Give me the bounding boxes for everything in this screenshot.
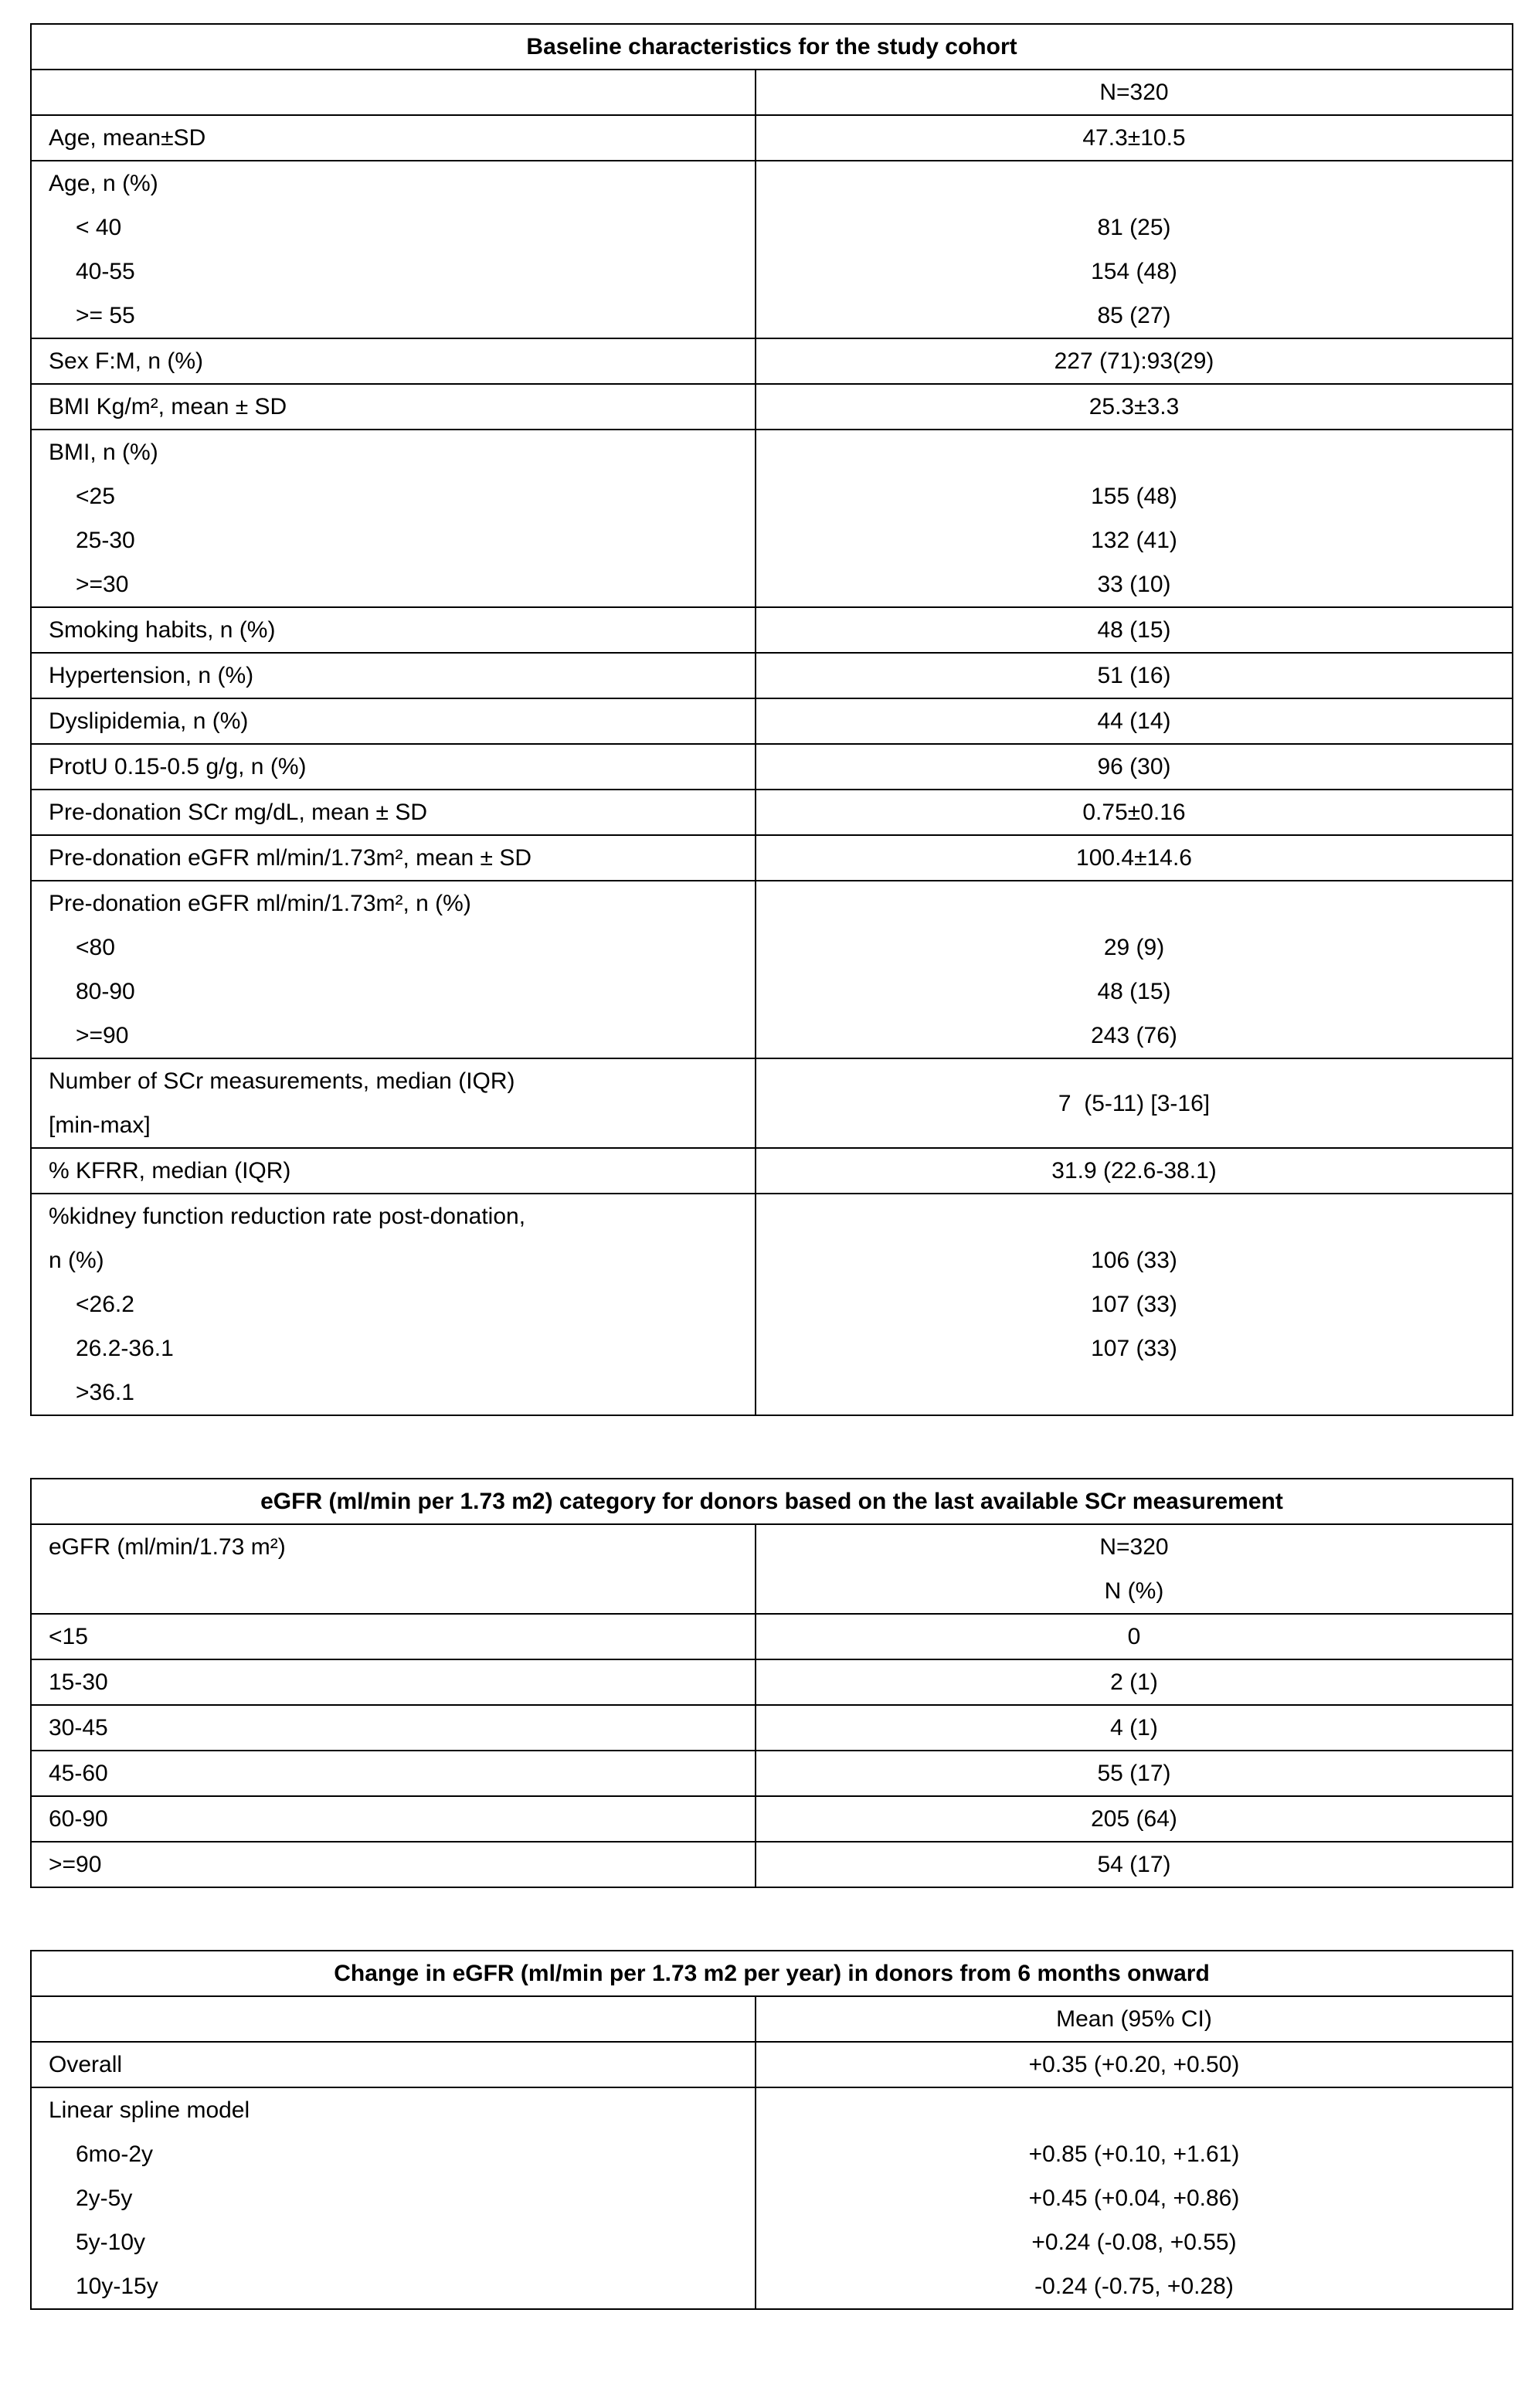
row-label-cell — [31, 115, 756, 161]
table-egfr-category — [30, 1478, 1513, 1888]
table-row — [31, 790, 1513, 835]
table-row — [31, 1524, 1513, 1614]
value-line: 55 (17) — [1097, 1761, 1171, 1786]
table-row — [31, 161, 1513, 338]
value-line: 154 (48) — [1091, 259, 1177, 284]
label-line: Smoking habits, n (%) — [49, 617, 276, 643]
row-value-cell — [756, 2087, 1513, 2309]
row-label-cell — [31, 1058, 756, 1148]
table-row — [31, 653, 1513, 698]
label-line — [32, 1997, 755, 2041]
value-line: 51 (16) — [1097, 663, 1171, 688]
value-line: 48 (15) — [1097, 617, 1171, 643]
table-row — [31, 115, 1513, 161]
value-line: +0.35 (+0.20, +0.50) — [1028, 2052, 1240, 2077]
row-value-cell — [756, 1842, 1513, 1887]
row-value-cell — [756, 1996, 1513, 2042]
row-label-cell — [31, 790, 756, 835]
label-line: Number of SCr measurements, median (IQR) — [49, 1068, 515, 1094]
row-label-cell — [31, 744, 756, 790]
label-line: 25-30 — [76, 528, 135, 553]
label-line: 40-55 — [76, 259, 135, 284]
table-baseline-characteristics — [30, 23, 1513, 1416]
label-line: <80 — [76, 935, 115, 960]
row-label-cell — [31, 161, 756, 338]
row-label-cell — [31, 1705, 756, 1751]
row-value-cell — [756, 161, 1513, 338]
table-row — [31, 2087, 1513, 2309]
value-line — [756, 2088, 1512, 2132]
row-value-cell — [756, 881, 1513, 1058]
value-line: N (%) — [1104, 1578, 1164, 1604]
row-value-cell — [756, 115, 1513, 161]
value-line: 81 (25) — [1097, 215, 1171, 240]
value-line: 107 (33) — [1091, 1336, 1177, 1361]
label-line: Linear spline model — [49, 2097, 250, 2123]
label-line: % KFRR, median (IQR) — [49, 1158, 291, 1184]
row-value-cell — [756, 607, 1513, 653]
table-row — [31, 835, 1513, 881]
row-label-cell — [31, 1614, 756, 1659]
row-value-cell — [756, 1058, 1513, 1148]
row-label-cell — [31, 338, 756, 384]
label-line: Age, n (%) — [49, 171, 158, 196]
row-label-cell — [31, 70, 756, 115]
row-label-cell — [31, 1148, 756, 1194]
table-row — [31, 1705, 1513, 1751]
label-line: 60-90 — [49, 1806, 108, 1832]
label-line: Pre-donation SCr mg/dL, mean ± SD — [49, 800, 428, 825]
row-label-cell — [31, 835, 756, 881]
label-line: 15-30 — [49, 1669, 108, 1695]
table-row — [31, 607, 1513, 653]
table-row — [31, 2042, 1513, 2087]
row-label-cell — [31, 2042, 756, 2087]
value-line — [756, 881, 1512, 926]
table-title: Baseline characteristics for the study cohort — [31, 24, 1513, 70]
label-line: Pre-donation eGFR ml/min/1.73m², n (%) — [49, 891, 471, 916]
label-line: <15 — [49, 1624, 88, 1649]
value-line: 106 (33) — [1091, 1248, 1177, 1273]
label-line: %kidney function reduction rate post-donation, — [49, 1204, 526, 1229]
table-row — [31, 1659, 1513, 1705]
label-line: >=90 — [76, 1023, 129, 1048]
row-value-cell — [756, 1614, 1513, 1659]
value-line: 0.75±0.16 — [1082, 800, 1186, 825]
label-line: >= 55 — [76, 303, 135, 328]
table-row — [31, 1842, 1513, 1887]
label-line: BMI Kg/m², mean ± SD — [49, 394, 287, 419]
label-line: ProtU 0.15-0.5 g/g, n (%) — [49, 754, 307, 779]
row-value-cell — [756, 2042, 1513, 2087]
label-line: Sex F:M, n (%) — [49, 348, 204, 374]
row-value-cell — [756, 744, 1513, 790]
row-value-cell — [756, 430, 1513, 607]
table-row — [31, 1614, 1513, 1659]
value-line: 25.3±3.3 — [1088, 394, 1180, 419]
label-line: <25 — [76, 484, 115, 509]
value-line: 48 (15) — [1097, 979, 1171, 1004]
table-row — [31, 1148, 1513, 1194]
value-line: 47.3±10.5 — [1082, 125, 1186, 151]
value-line: +0.45 (+0.04, +0.86) — [1028, 2186, 1240, 2211]
value-line: 132 (41) — [1091, 528, 1177, 553]
row-value-cell — [756, 70, 1513, 115]
value-line: +0.85 (+0.10, +1.61) — [1028, 2141, 1240, 2167]
value-line: 54 (17) — [1097, 1852, 1171, 1877]
value-line: 107 (33) — [1091, 1292, 1177, 1317]
table-title: Change in eGFR (ml/min per 1.73 m2 per year) in donors from 6 months onward — [31, 1951, 1513, 1996]
table-row — [31, 881, 1513, 1058]
row-value-cell — [756, 790, 1513, 835]
label-line: >=90 — [49, 1852, 102, 1877]
value-line — [756, 430, 1512, 474]
table-title: eGFR (ml/min per 1.73 m2) category for donors based on the last available SCr measurement — [31, 1479, 1513, 1524]
table-title-row — [31, 24, 1513, 70]
label-line — [32, 70, 755, 114]
row-value-cell — [756, 835, 1513, 881]
label-line: eGFR (ml/min/1.73 m²) — [49, 1534, 286, 1560]
label-line: Pre-donation eGFR ml/min/1.73m², mean ± SD — [49, 845, 532, 871]
table-row — [31, 430, 1513, 607]
table-row — [31, 744, 1513, 790]
value-line: 100.4±14.6 — [1076, 845, 1192, 871]
row-value-cell — [756, 1751, 1513, 1796]
row-value-cell — [756, 384, 1513, 430]
table-row — [31, 1996, 1513, 2042]
value-line: 29 (9) — [1103, 935, 1165, 960]
row-value-cell — [756, 653, 1513, 698]
row-value-cell — [756, 1796, 1513, 1842]
row-label-cell — [31, 430, 756, 607]
label-line: 45-60 — [49, 1761, 108, 1786]
value-line: 243 (76) — [1091, 1023, 1177, 1048]
value-line: 85 (27) — [1097, 303, 1171, 328]
row-label-cell — [31, 1842, 756, 1887]
value-line: N=320 — [1099, 1534, 1169, 1560]
value-line: 205 (64) — [1091, 1806, 1177, 1832]
row-label-cell — [31, 1751, 756, 1796]
value-line: N=320 — [1099, 80, 1169, 105]
table-row — [31, 1751, 1513, 1796]
label-line: 30-45 — [49, 1715, 108, 1741]
table-row — [31, 698, 1513, 744]
row-label-cell — [31, 653, 756, 698]
label-line: 26.2-36.1 — [76, 1336, 174, 1361]
label-line: [min-max] — [49, 1112, 151, 1138]
value-line: 4 (1) — [1110, 1715, 1158, 1741]
value-line: 31.9 (22.6-38.1) — [1051, 1158, 1217, 1184]
row-label-cell — [31, 1524, 756, 1614]
label-line: <26.2 — [76, 1292, 134, 1317]
label-line: Overall — [49, 2052, 123, 2077]
label-line: >=30 — [76, 572, 129, 597]
row-value-cell — [756, 338, 1513, 384]
row-label-cell — [31, 1194, 756, 1415]
row-value-cell — [756, 1705, 1513, 1751]
table-egfr-change — [30, 1950, 1513, 2310]
row-label-cell — [31, 881, 756, 1058]
value-line: 0 — [1127, 1624, 1141, 1649]
value-line: -0.24 (-0.75, +0.28) — [1034, 2274, 1234, 2299]
label-line: Dyslipidemia, n (%) — [49, 708, 249, 734]
row-value-cell — [756, 1148, 1513, 1194]
table-row — [31, 1796, 1513, 1842]
row-label-cell — [31, 2087, 756, 2309]
value-line — [756, 161, 1512, 205]
row-label-cell — [31, 384, 756, 430]
label-line: BMI, n (%) — [49, 440, 158, 465]
row-value-cell — [756, 1194, 1513, 1415]
table-title-row — [31, 1951, 1513, 1996]
value-line: 155 (48) — [1091, 484, 1177, 509]
value-line: 2 (1) — [1110, 1669, 1158, 1695]
table-title-row — [31, 1479, 1513, 1524]
row-label-cell — [31, 1659, 756, 1705]
value-line: 44 (14) — [1097, 708, 1171, 734]
row-value-cell — [756, 698, 1513, 744]
value-line: +0.24 (-0.08, +0.55) — [1031, 2230, 1237, 2255]
row-label-cell — [31, 1996, 756, 2042]
row-label-cell — [31, 607, 756, 653]
table-row — [31, 1058, 1513, 1148]
row-label-cell — [31, 698, 756, 744]
label-line: 10y-15y — [76, 2274, 158, 2299]
table-row — [31, 1194, 1513, 1415]
value-line: 33 (10) — [1097, 572, 1171, 597]
label-line: Hypertension, n (%) — [49, 663, 254, 688]
label-line: Age, mean±SD — [49, 125, 206, 151]
row-label-cell — [31, 1796, 756, 1842]
table-row — [31, 70, 1513, 115]
row-value-cell — [756, 1659, 1513, 1705]
table-row — [31, 384, 1513, 430]
row-value-cell — [756, 1524, 1513, 1614]
label-line: >36.1 — [76, 1380, 134, 1405]
label-line: 2y-5y — [76, 2186, 133, 2211]
label-line: 6mo-2y — [76, 2141, 154, 2167]
label-line: 80-90 — [76, 979, 135, 1004]
value-line: 227 (71):93(29) — [1054, 348, 1214, 374]
label-line: n (%) — [49, 1248, 104, 1273]
label-line: < 40 — [76, 215, 122, 240]
value-line: 96 (30) — [1097, 754, 1171, 779]
value-line: Mean (95% CI) — [1056, 2006, 1212, 2032]
value-line: 7 (5-11) [3-16] — [1058, 1090, 1211, 1116]
label-line: 5y-10y — [76, 2230, 146, 2255]
table-row — [31, 338, 1513, 384]
